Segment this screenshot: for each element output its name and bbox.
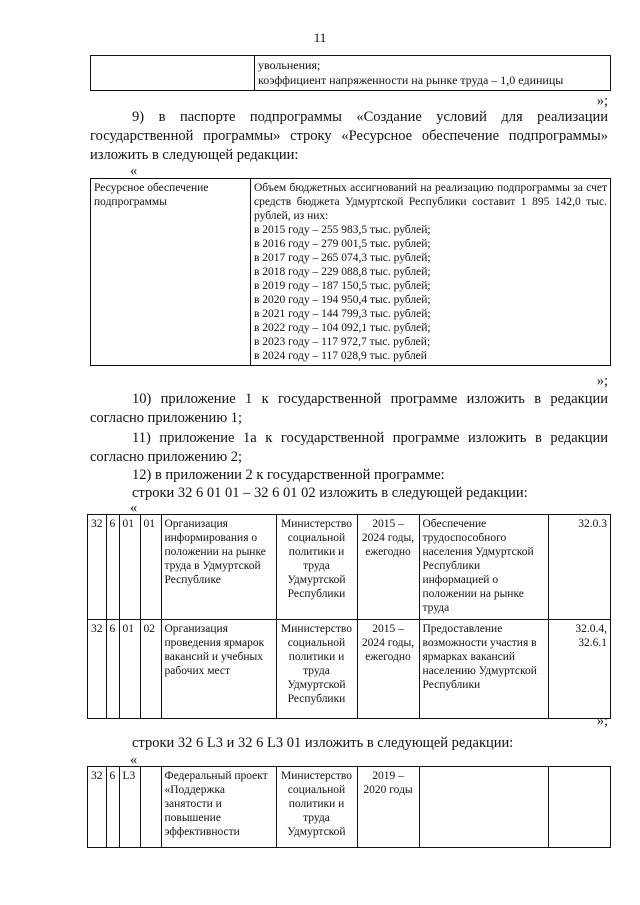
code-cell: 01 bbox=[119, 515, 140, 620]
resource-year-line: в 2024 году – 117 028,9 тыс. рублей bbox=[254, 350, 427, 362]
resource-values-cell bbox=[251, 179, 611, 366]
resource-table bbox=[90, 178, 611, 366]
resource-year-line: в 2015 году – 255 983,5 тыс. рублей; bbox=[254, 224, 431, 236]
paragraph-12: 12) в приложении 2 к государственной программе: bbox=[132, 467, 445, 483]
result-cell: Обеспечение трудоспособного населения Удмуртской Республики информацией о положении на рынке труда bbox=[419, 515, 548, 620]
closing-quote: »; bbox=[596, 373, 608, 389]
period-cell: 2015 – 2024 годы, ежегодно bbox=[357, 620, 419, 719]
resource-label: Ресурсное обеспечение подпрограммы bbox=[94, 182, 209, 208]
code-cell: L3 bbox=[119, 767, 140, 848]
code-cell: 6 bbox=[106, 767, 119, 848]
top-table bbox=[90, 55, 611, 91]
result-cell: Предоставление возможности участия в ярмарках вакансий населению Удмуртской Республики bbox=[419, 620, 548, 719]
table-row bbox=[88, 767, 611, 848]
page-number: 11 bbox=[313, 30, 327, 45]
table-row bbox=[88, 620, 611, 719]
measure-name-cell: Организация информирования о положении на рынке труда в Удмуртской Республике bbox=[161, 515, 276, 620]
top-table-right-cell bbox=[255, 56, 611, 91]
resource-year-line: в 2017 году – 265 074,3 тыс. рублей; bbox=[254, 252, 431, 264]
measure-name-cell: Организация проведения ярмарок вакансий и учебных рабочих мест bbox=[161, 620, 276, 719]
result-cell bbox=[419, 767, 548, 848]
code-cell: 6 bbox=[106, 620, 119, 719]
resource-year-line: в 2019 году – 187 150,5 тыс. рублей; bbox=[254, 280, 431, 292]
resource-label-cell bbox=[91, 179, 251, 366]
program-rows-table bbox=[87, 514, 611, 719]
executor-cell: Министерство социальной политики и труда Удмуртской Республики bbox=[276, 620, 357, 719]
measure-name-cell: Федеральный проект «Поддержка занятости и повышение эффективности bbox=[161, 767, 276, 848]
resource-intro: Объем бюджетных ассигнований на реализацию подпрограммы за счет средств бюджета Удмуртской Республики составит 1 895 142,0 тыс. рублей, из них: bbox=[254, 182, 607, 222]
last-row-table bbox=[87, 766, 611, 848]
period-cell: 2019 – 2020 годы bbox=[357, 767, 419, 848]
executor-cell: Министерство социальной политики и труда Удмуртской Республики bbox=[276, 515, 357, 620]
closing-quote: »; bbox=[596, 93, 608, 109]
resource-year-line: в 2018 году – 229 088,8 тыс. рублей; bbox=[254, 266, 431, 278]
paragraph-11: 11) приложение 1а к государственной программе изложить в редакции согласно приложению 2; bbox=[90, 430, 608, 465]
paragraph-10: 10) приложение 1 к государственной программе изложить в редакции согласно приложению 1; bbox=[90, 391, 608, 426]
resource-year-line: в 2016 году – 279 001,5 тыс. рублей; bbox=[254, 238, 431, 250]
code-cell: 6 bbox=[106, 515, 119, 620]
period-cell: 2015 – 2024 годы, ежегодно bbox=[357, 515, 419, 620]
top-table-line: увольнения; bbox=[258, 58, 321, 72]
resource-year-line: в 2020 году – 194 950,4 тыс. рублей; bbox=[254, 294, 431, 306]
code-cell: 01 bbox=[140, 515, 161, 620]
table-row bbox=[88, 515, 611, 620]
opening-quote: « bbox=[130, 500, 138, 516]
code-cell: 32 bbox=[88, 620, 107, 719]
resource-year-line: в 2023 году – 117 972,7 тыс. рублей; bbox=[254, 336, 431, 348]
top-table-line: коэффициент напряженности на рынке труда – 1,0 единицы bbox=[258, 73, 564, 87]
indicator-cell bbox=[548, 767, 611, 848]
top-table-left-cell bbox=[91, 56, 255, 91]
indicator-cell: 32.0.4, 32.6.1 bbox=[548, 620, 611, 719]
code-cell: 32 bbox=[88, 515, 107, 620]
resource-year-line: в 2021 году – 144 799,3 тыс. рублей; bbox=[254, 308, 431, 320]
code-cell bbox=[140, 767, 161, 848]
executor-cell: Министерство социальной политики и труда Удмуртской bbox=[276, 767, 357, 848]
rows-instruction-2: строки 32 6 L3 и 32 6 L3 01 изложить в следующей редакции: bbox=[132, 735, 514, 751]
opening-quote: « bbox=[130, 163, 138, 179]
paragraph-9: 9) в паспорте подпрограммы «Создание условий для реализации государственной программы» строку «Ресурсное обеспечение подпрограммы» изложить в следующей редакции: bbox=[90, 109, 608, 163]
rows-instruction-1: строки 32 6 01 01 – 32 6 01 02 изложить в следующей редакции: bbox=[132, 485, 528, 501]
indicator-cell: 32.0.3 bbox=[548, 515, 611, 620]
code-cell: 01 bbox=[119, 620, 140, 719]
code-cell: 02 bbox=[140, 620, 161, 719]
opening-quote: « bbox=[130, 752, 138, 768]
closing-quote: »; bbox=[596, 713, 608, 729]
resource-year-line: в 2022 году – 104 092,1 тыс. рублей; bbox=[254, 322, 431, 334]
code-cell: 32 bbox=[88, 767, 107, 848]
